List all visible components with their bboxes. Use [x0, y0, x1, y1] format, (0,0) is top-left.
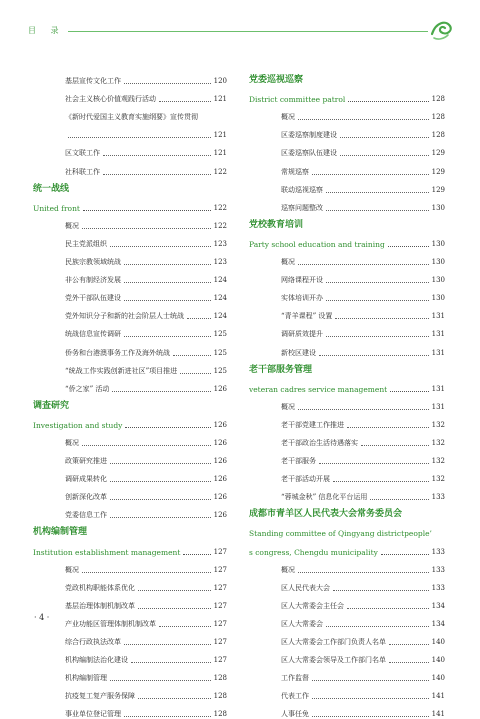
entry-label: 人事任免: [281, 710, 309, 719]
entry-page-number: 127: [213, 638, 227, 646]
leader-dots: [110, 499, 211, 500]
entry-label: 抗疫复工复产服务保障: [65, 692, 135, 701]
entry-page-number: 132: [431, 438, 445, 447]
entry-page-number: 128: [213, 692, 227, 701]
entry-page-number: 123: [213, 258, 227, 267]
toc-entry[interactable]: [33, 683, 227, 701]
leader-dots: [298, 409, 429, 410]
leader-dots: [335, 318, 428, 319]
leader-dots: [312, 680, 429, 681]
section-title: 统一战线: [33, 183, 70, 194]
leader-dots: [298, 264, 429, 265]
entry-page-number: 121: [213, 149, 227, 158]
entry-label: 老干部服务: [281, 457, 316, 466]
leader-dots: [312, 174, 429, 175]
leader-dots: [326, 210, 429, 211]
entry-label: 机构编制管理: [65, 674, 107, 683]
toc-entry[interactable]: [33, 629, 227, 647]
entry-page-number: 131: [431, 384, 445, 393]
toc-entry[interactable]: [249, 430, 445, 448]
leader-dots: [68, 137, 211, 138]
leader-dots: [173, 355, 211, 356]
leader-dots: [381, 554, 429, 555]
entry-label: 概况: [281, 565, 295, 574]
entry-page-number: 131: [431, 330, 445, 339]
entry-label: 调研质效提升: [281, 330, 323, 339]
leader-dots: [319, 463, 429, 464]
entry-page-number: 122: [213, 221, 227, 230]
toc-entry[interactable]: [249, 249, 445, 267]
toc-entry[interactable]: [249, 339, 445, 357]
leader-dots: [180, 373, 210, 374]
entry-page-number: 128: [213, 710, 227, 719]
leader-dots: [390, 391, 428, 392]
entry-label: 巡察问题整改: [281, 203, 323, 212]
leader-dots: [159, 626, 211, 627]
toc-entry[interactable]: [33, 122, 227, 140]
entry-label: 区人大常委会工作部门负责人名单: [281, 638, 386, 646]
entry-page-number: 128: [431, 113, 445, 122]
leader-dots: [112, 391, 210, 392]
toc-entry[interactable]: [33, 376, 227, 394]
leader-dots: [333, 590, 429, 591]
toc-entry[interactable]: [33, 68, 227, 86]
entry-page-number: 123: [213, 239, 227, 248]
entry-page-number: 122: [213, 167, 227, 176]
entry-page-number: 129: [431, 185, 445, 194]
entry-page-number: 134: [431, 619, 445, 628]
leader-dots: [326, 300, 429, 301]
toc-entry[interactable]: [249, 285, 445, 303]
entry-label: 概况: [65, 221, 79, 230]
leader-dots: [326, 282, 429, 283]
entry-label: veteran cadres service management: [249, 384, 388, 394]
entry-page-number: 128: [431, 131, 445, 140]
entry-page-number: 133: [431, 493, 445, 502]
section-heading-cn: [33, 394, 227, 412]
entry-page-number: 127: [213, 583, 227, 592]
leader-dots: [389, 662, 429, 663]
entry-label: 概况: [281, 113, 295, 122]
entry-label: 《新时代爱国主义教育实施纲要》宣传贯彻: [65, 113, 198, 122]
toc-entry[interactable]: [249, 484, 445, 502]
entry-label: District committee patrol: [249, 95, 346, 105]
entry-label: 党外知识分子和新的社会阶层人士统战: [65, 312, 184, 321]
entry-label: 区人大常委会: [281, 619, 323, 628]
toc-entry[interactable]: [33, 701, 227, 719]
entry-page-number: 128: [431, 95, 445, 104]
toc-entry[interactable]: [249, 448, 445, 466]
entry-page-number: 126: [213, 384, 227, 393]
entry-label: United front: [33, 203, 80, 213]
entry-label: 创新深化改革: [65, 493, 107, 502]
entry-label: “青羊课程” 设置: [281, 312, 333, 321]
entry-page-number: 127: [213, 601, 227, 610]
entry-label: 老干部政治生活待遇落实: [281, 438, 358, 447]
entry-page-number: 132: [431, 420, 445, 429]
section-title: 党委巡视巡察: [249, 75, 304, 86]
leader-dots: [131, 662, 211, 663]
entry-label: 老干部活动开展: [281, 475, 330, 484]
toc-entry[interactable]: [33, 213, 227, 231]
toc-entry[interactable]: [33, 321, 227, 339]
toc-entry[interactable]: [249, 412, 445, 430]
section-title-en: Standing committee of Qingyang districtpeople’: [249, 529, 432, 539]
toc-entry[interactable]: [33, 231, 227, 249]
toc-entry[interactable]: [33, 665, 227, 683]
toc-entry: [33, 104, 227, 122]
section-title: 机构编制管理: [33, 527, 88, 538]
section-heading-cn: [249, 68, 445, 86]
entry-page-number: 132: [431, 457, 445, 466]
entry-page-number: 128: [213, 674, 227, 683]
toc-entry[interactable]: [249, 647, 445, 665]
toc-section-entry[interactable]: [33, 195, 227, 213]
leader-dots: [82, 445, 211, 446]
entry-page-number: 141: [431, 692, 445, 701]
leader-dots: [326, 192, 429, 193]
toc-entry[interactable]: [33, 466, 227, 484]
leader-dots: [326, 336, 429, 337]
entry-label: 老干部党建工作推进: [281, 420, 344, 429]
leader-dots: [389, 644, 429, 645]
toc-entry[interactable]: [33, 557, 227, 575]
toc-entry[interactable]: [33, 448, 227, 466]
entry-page-number: 127: [213, 619, 227, 628]
leader-dots: [326, 626, 429, 627]
entry-label: 综合行政执法改革: [65, 638, 121, 646]
entry-label: 新校区建设: [281, 348, 316, 357]
entry-page-number: 133: [431, 547, 445, 556]
entry-label: 政策研究推进: [65, 457, 107, 466]
toc-entry[interactable]: [249, 557, 445, 575]
leader-dots: [124, 716, 211, 717]
entry-page-number: 126: [213, 511, 227, 520]
toc-entry[interactable]: [249, 267, 445, 285]
toc-entry[interactable]: [249, 629, 445, 647]
section-heading-cn: [249, 358, 445, 376]
entry-label: 概况: [281, 402, 295, 411]
entry-page-number: 125: [213, 366, 227, 375]
entry-label: 基层治理体制机制改革: [65, 601, 135, 610]
toc-entry[interactable]: [249, 683, 445, 701]
toc-entry[interactable]: [33, 502, 227, 520]
section-heading-cn: [249, 502, 445, 520]
toc-entry[interactable]: [249, 177, 445, 195]
toc-section-entry[interactable]: [249, 231, 445, 249]
toc-entry[interactable]: [249, 104, 445, 122]
entry-label: 民族宗教领域统战: [65, 258, 121, 267]
leader-dots: [103, 155, 211, 156]
entry-page-number: 140: [431, 674, 445, 683]
entry-label: 事业单位登记管理: [65, 710, 121, 719]
entry-label: 民主党派组织: [65, 239, 107, 248]
toc-section-entry[interactable]: [249, 376, 445, 394]
entry-page-number: 125: [213, 330, 227, 339]
entry-label: 工作监督: [281, 674, 309, 683]
entry-label: 实体培训开办: [281, 294, 323, 303]
entry-page-number: 129: [431, 167, 445, 176]
entry-label: s congress, Chengdu municipality: [249, 547, 378, 557]
toc-section-entry[interactable]: [33, 538, 227, 556]
toc-entry[interactable]: [33, 593, 227, 611]
leader-dots: [124, 300, 211, 301]
entry-label: 区文联工作: [65, 149, 100, 158]
entry-page-number: 132: [431, 475, 445, 484]
entry-page-number: 122: [213, 203, 227, 212]
page-header: [28, 22, 458, 52]
entry-label: 党政机构职能体系优化: [65, 583, 135, 592]
entry-label: 党委信息工作: [65, 511, 107, 520]
entry-page-number: 130: [431, 258, 445, 267]
entry-page-number: 127: [213, 656, 227, 665]
entry-page-number: 141: [431, 710, 445, 719]
leader-dots: [370, 499, 428, 500]
entry-page-number: 127: [213, 547, 227, 556]
section-heading-en: [249, 520, 445, 538]
entry-label: 产业功能区管理体制机制改革: [65, 619, 156, 628]
entry-page-number: 130: [431, 294, 445, 303]
toc-entry[interactable]: [33, 140, 227, 158]
entry-page-number: 140: [431, 638, 445, 646]
section-heading-cn: [249, 213, 445, 231]
entry-label: “统战工作实践创新进社区”项目推进: [65, 366, 178, 375]
leader-dots: [159, 101, 211, 102]
entry-page-number: 129: [431, 149, 445, 158]
entry-label: 概况: [65, 438, 79, 447]
entry-label: Investigation and study: [33, 420, 123, 430]
leader-dots: [138, 698, 211, 699]
entry-page-number: 130: [431, 276, 445, 285]
leader-dots: [124, 264, 211, 265]
entry-label: 代表工作: [281, 692, 309, 701]
toc-entry[interactable]: [33, 86, 227, 104]
leader-dots: [298, 119, 429, 120]
entry-page-number: 121: [213, 131, 227, 140]
toc-entry[interactable]: [33, 158, 227, 176]
leader-dots: [361, 445, 429, 446]
toc-entry[interactable]: [249, 593, 445, 611]
entry-label: 调研成果转化: [65, 475, 107, 484]
toc-entry[interactable]: [33, 575, 227, 593]
entry-label: 社科联工作: [65, 167, 100, 176]
section-heading-cn: [33, 520, 227, 538]
section-heading-cn: [33, 177, 227, 195]
entry-label: Institution establishment management: [33, 547, 181, 557]
leader-dots: [110, 680, 211, 681]
entry-label: 社会主义核心价值观践行活动: [65, 95, 156, 104]
leader-dots: [312, 698, 429, 699]
leader-dots: [312, 716, 429, 717]
toc-section-entry[interactable]: [249, 86, 445, 104]
entry-label: 常规巡察: [281, 167, 309, 176]
toc-entry[interactable]: [249, 158, 445, 176]
toc-entry[interactable]: [33, 285, 227, 303]
entry-label: 概况: [281, 258, 295, 267]
leader-dots: [124, 336, 211, 337]
leader-dots: [83, 210, 211, 211]
toc-entry[interactable]: [33, 249, 227, 267]
toc-entry[interactable]: [249, 701, 445, 719]
entry-page-number: 130: [431, 239, 445, 248]
entry-label: 机构编制法治化建设: [65, 656, 128, 665]
toc-right-column: [249, 68, 445, 719]
leader-dots: [124, 644, 211, 645]
leader-dots: [110, 481, 211, 482]
leader-dots: [319, 355, 429, 356]
toc-entry[interactable]: [33, 303, 227, 321]
entry-label: 非公有制经济发展: [65, 276, 121, 285]
leader-dots: [388, 246, 429, 247]
swirl-ornament-icon: [428, 16, 454, 42]
section-title: 老干部服务管理: [249, 364, 313, 375]
leader-dots: [103, 174, 211, 175]
entry-page-number: 126: [213, 420, 227, 429]
entry-label: 基层宣传文化工作: [65, 77, 121, 86]
leader-dots: [340, 137, 429, 138]
toc-entry[interactable]: [249, 321, 445, 339]
leader-dots: [110, 463, 211, 464]
entry-page-number: 126: [213, 438, 227, 447]
section-title: 成都市青羊区人民代表大会常务委员会: [249, 509, 403, 520]
toc-entry[interactable]: [249, 394, 445, 412]
leader-dots: [138, 590, 211, 591]
entry-page-number: 131: [431, 312, 445, 321]
toc-entry[interactable]: [33, 339, 227, 357]
toc-entry[interactable]: [33, 484, 227, 502]
leader-dots: [110, 517, 211, 518]
entry-page-number: 124: [213, 276, 227, 285]
entry-label: 统战信息宣传调研: [65, 330, 121, 339]
entry-label: 概况: [65, 565, 79, 574]
toc-entry[interactable]: [249, 122, 445, 140]
entry-label: 联动巡视巡察: [281, 185, 323, 194]
leader-dots: [124, 282, 211, 283]
toc-entry[interactable]: [33, 647, 227, 665]
entry-label: 党外干部队伍建设: [65, 294, 121, 303]
entry-page-number: 121: [213, 95, 227, 104]
toc-entry[interactable]: [33, 430, 227, 448]
toc-section-entry[interactable]: [33, 412, 227, 430]
toc-left-column: [33, 68, 227, 719]
leader-dots: [138, 608, 211, 609]
toc-section-entry[interactable]: [249, 538, 445, 556]
leader-dots: [124, 83, 211, 84]
entry-page-number: 126: [213, 493, 227, 502]
leader-dots: [125, 427, 210, 428]
leader-dots: [348, 101, 428, 102]
toc-entry[interactable]: [249, 195, 445, 213]
leader-dots: [333, 481, 429, 482]
leader-dots: [183, 554, 210, 555]
entry-page-number: 133: [431, 583, 445, 592]
toc-entry[interactable]: [249, 665, 445, 683]
entry-label: 区委巡察制度建设: [281, 131, 337, 140]
leader-dots: [347, 608, 429, 609]
section-title: 党校教育培训: [249, 219, 304, 230]
entry-page-number: 125: [213, 348, 227, 357]
entry-label: “蓉城金秋” 信息化平台运用: [281, 493, 368, 502]
entry-page-number: 126: [213, 457, 227, 466]
toc-entry[interactable]: [33, 358, 227, 376]
entry-label: Party school education and training: [249, 239, 385, 249]
entry-label: 区人大常委会领导及工作部门名单: [281, 656, 386, 665]
entry-page-number: 126: [213, 475, 227, 484]
entry-label: 网络课程开设: [281, 276, 323, 285]
entry-page-number: 134: [431, 601, 445, 610]
toc-entry[interactable]: [249, 466, 445, 484]
entry-page-number: 124: [213, 294, 227, 303]
entry-label: 区人民代表大会: [281, 583, 330, 592]
entry-page-number: 124: [213, 312, 227, 321]
entry-page-number: 130: [431, 203, 445, 212]
toc-entry[interactable]: [249, 611, 445, 629]
entry-page-number: 127: [213, 565, 227, 574]
entry-page-number: 131: [431, 402, 445, 411]
toc-entry[interactable]: [249, 575, 445, 593]
leader-dots: [298, 572, 429, 573]
toc-entry[interactable]: [249, 303, 445, 321]
entry-page-number: 131: [431, 348, 445, 357]
toc-entry[interactable]: [249, 140, 445, 158]
leader-dots: [187, 318, 211, 319]
entry-page-number: 140: [431, 656, 445, 665]
leader-dots: [340, 155, 429, 156]
entry-label: “侨之家” 活动: [65, 384, 110, 393]
section-title: 调查研究: [33, 400, 70, 411]
page-number: · 4 ·: [34, 613, 50, 622]
entry-label: 区人大常委会主任会: [281, 601, 344, 610]
header-title: 目 录: [28, 26, 65, 35]
entry-label: 侨务和台港澳事务工作及海外统战: [65, 348, 170, 357]
leader-dots: [82, 228, 211, 229]
toc-entry[interactable]: [33, 267, 227, 285]
entry-page-number: 120: [213, 77, 227, 86]
leader-dots: [82, 572, 211, 573]
leader-dots: [347, 427, 429, 428]
entry-label: 区委巡察队伍建设: [281, 149, 337, 158]
entry-page-number: 133: [431, 565, 445, 574]
toc-entry[interactable]: [33, 611, 227, 629]
leader-dots: [110, 246, 211, 247]
header-rule: [68, 31, 428, 32]
